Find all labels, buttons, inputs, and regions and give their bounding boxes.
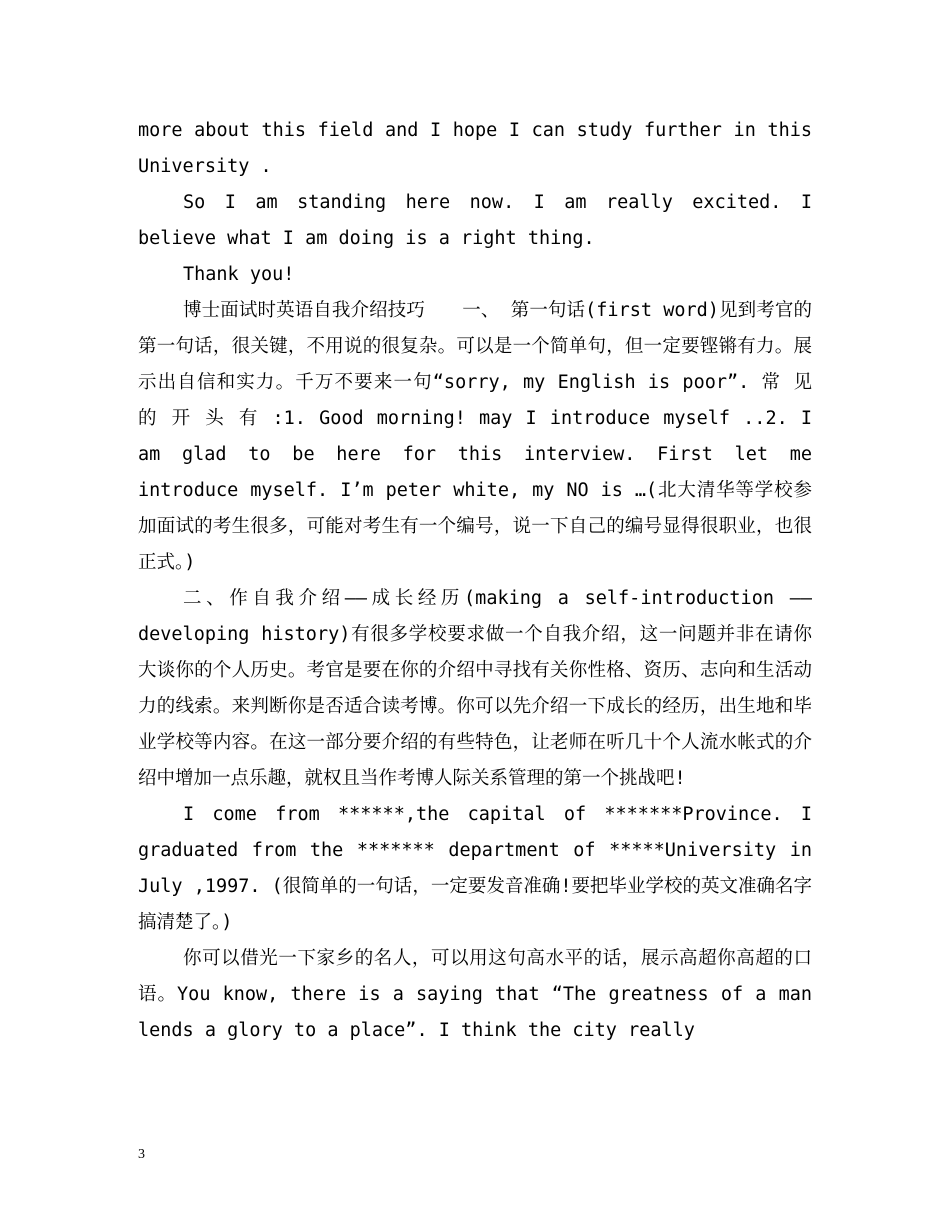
page-number: 3: [138, 1147, 145, 1162]
paragraph-1: more about this field and I hope I can study further in this University .: [138, 120, 812, 177]
paragraph-4: 博士面试时英语自我介绍技巧 一、 第一句话(first word)见到考官的第一句话，很关键，不用说的很复杂。可以是一个简单句，但一定要铿锵有力。展示出自信和实力。千万不要来一句“sorry, my English is poor”. 常 见 的 开 头 有 :1. Good morning! may I introduce myself ..2. I am glad to be here for this interview. First let me introduce myself. I’m peter white, my NO is …(北大清华等学校参加面试的考生很多，可能对考生有一个编号，说一下自己的编号显得很职业，也很正式。): [138, 300, 812, 573]
paragraph-3: Thank you!: [183, 264, 295, 285]
paragraph-2: So I am standing here now. I am really excited. I believe what I am doing is a right thing.: [138, 192, 812, 249]
paragraph-5: 二、作自我介绍——成长经历(making a self-introduction —— developing history)有很多学校要求做一个自我介绍，这一问题并非在请你大谈你的个人历史。考官是要在你的介绍中寻找有关你性格、资历、志向和生活动力的线索。来判断你是否适合读考博。你可以先介绍一下成长的经历，出生地和毕业学校等内容。在这一部分要介绍的有些特色，让老师在听几十个人流水帐式的介绍中增加一点乐趣，就权且当作考博人际关系管理的第一个挑战吧!: [138, 588, 812, 789]
paragraph-6: I come from ******,the capital of *******Province. I graduated from the ******* department of *****University in July ,1997. (很简单的一句话，一定要发音准确!要把毕业学校的英文准确名字搞清楚了。): [138, 804, 812, 933]
document-body: [138, 113, 812, 1049]
paragraph-7: 你可以借光一下家乡的名人，可以用这句高水平的话，展示高超你高超的口语。You know, there is a saying that “The greatness of a man lends a glory to a place”. I think the city really: [138, 948, 812, 1041]
